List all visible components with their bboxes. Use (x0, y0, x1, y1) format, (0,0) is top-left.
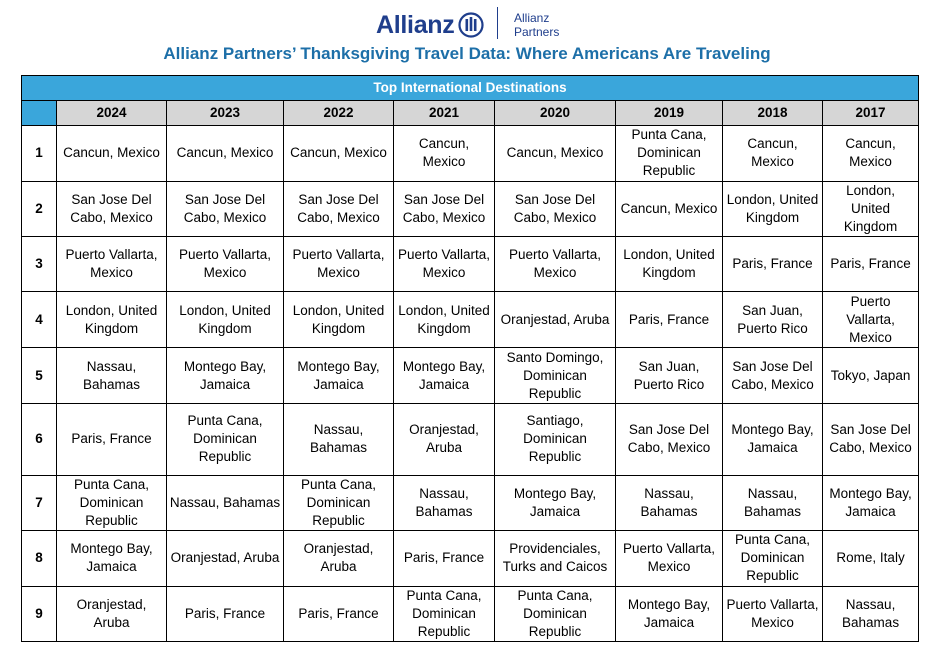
destination-cell: Santiago, Dominican Republic (495, 403, 616, 475)
destination-cell: San Jose Del Cabo, Mexico (616, 403, 723, 475)
destination-cell: Providenciales, Turks and Caicos (495, 531, 616, 586)
destination-cell: San Jose Del Cabo, Mexico (284, 181, 394, 236)
table-row (22, 531, 919, 586)
destination-cell: Montego Bay, Jamaica (723, 403, 823, 475)
destination-cell: San Jose Del Cabo, Mexico (394, 181, 495, 236)
destination-cell: Puerto Vallarta, Mexico (167, 236, 284, 291)
destination-cell: Cancun, Mexico (495, 126, 616, 181)
year-header-2020: 2020 (495, 101, 616, 126)
destination-cell: Puerto Vallarta, Mexico (57, 236, 167, 291)
table-row (22, 586, 919, 641)
destination-cell: Puerto Vallarta, Mexico (823, 292, 919, 348)
destination-cell: London, United Kingdom (167, 292, 284, 348)
destination-cell: Montego Bay, Jamaica (167, 348, 284, 403)
rank-cell: 6 (22, 403, 57, 475)
destination-cell: Montego Bay, Jamaica (57, 531, 167, 586)
table-row (22, 348, 919, 403)
rank-cell: 8 (22, 531, 57, 586)
destination-cell: Cancun, Mexico (57, 126, 167, 181)
destination-cell: Cancun, Mexico (394, 126, 495, 181)
destination-cell: Cancun, Mexico (616, 181, 723, 236)
destination-cell: Punta Cana, Dominican Republic (57, 476, 167, 531)
table-row (22, 126, 919, 181)
brand-sub-line2: Partners (514, 25, 560, 39)
rank-cell: 4 (22, 292, 57, 348)
rank-cell: 2 (22, 181, 57, 236)
destination-cell: London, United Kingdom (394, 292, 495, 348)
brand-name: Allianz (376, 11, 455, 39)
destination-cell: Paris, France (167, 586, 284, 641)
destination-cell: Oranjestad, Aruba (284, 531, 394, 586)
destination-cell: Paris, France (394, 531, 495, 586)
destination-cell: Nassau, Bahamas (57, 348, 167, 403)
rank-cell: 1 (22, 126, 57, 181)
destination-cell: Paris, France (616, 292, 723, 348)
destination-cell: San Jose Del Cabo, Mexico (823, 403, 919, 475)
destination-cell: Puerto Vallarta, Mexico (284, 236, 394, 291)
table-row (22, 403, 919, 475)
destination-cell: Nassau, Bahamas (823, 586, 919, 641)
destination-cell: Oranjestad, Aruba (57, 586, 167, 641)
destination-cell: Puerto Vallarta, Mexico (394, 236, 495, 291)
destination-cell: Punta Cana, Dominican Republic (394, 586, 495, 641)
destination-cell: London, United Kingdom (57, 292, 167, 348)
destination-cell: Santo Domingo, Dominican Republic (495, 348, 616, 403)
destination-cell: Montego Bay, Jamaica (284, 348, 394, 403)
year-header-2018: 2018 (723, 101, 823, 126)
brand-sub-line1: Allianz (514, 11, 550, 25)
destination-cell: San Jose Del Cabo, Mexico (167, 181, 284, 236)
destination-cell: Oranjestad, Aruba (495, 292, 616, 348)
year-header-row (22, 101, 919, 126)
destination-cell: San Juan, Puerto Rico (616, 348, 723, 403)
table-row (22, 236, 919, 291)
rank-cell: 9 (22, 586, 57, 641)
destination-cell: San Jose Del Cabo, Mexico (495, 181, 616, 236)
destination-cell: San Jose Del Cabo, Mexico (57, 181, 167, 236)
destination-cell: Puerto Vallarta, Mexico (723, 586, 823, 641)
destination-cell: London, United Kingdom (823, 181, 919, 236)
brand-header (0, 5, 934, 41)
page-title: Allianz Partners’ Thanksgiving Travel Data: Where Americans Are Traveling (163, 44, 771, 63)
year-header-2019: 2019 (616, 101, 723, 126)
destination-cell: Nassau, Bahamas (394, 476, 495, 531)
destination-cell: Oranjestad, Aruba (167, 531, 284, 586)
destination-cell: Montego Bay, Jamaica (823, 476, 919, 531)
brand-subtitle (514, 11, 559, 39)
destination-cell: Cancun, Mexico (823, 126, 919, 181)
destination-cell: Nassau, Bahamas (284, 403, 394, 475)
destination-cell: Rome, Italy (823, 531, 919, 586)
destination-cell: Nassau, Bahamas (616, 476, 723, 531)
destination-cell: Paris, France (723, 236, 823, 291)
destination-cell: Paris, France (284, 586, 394, 641)
destination-cell: Punta Cana, Dominican Republic (616, 126, 723, 181)
destination-cell: Cancun, Mexico (167, 126, 284, 181)
destination-cell: London, United Kingdom (284, 292, 394, 348)
table-banner: Top International Destinations (22, 76, 919, 101)
allianz-eagle-logo-icon (458, 12, 484, 38)
year-header-2021: 2021 (394, 101, 495, 126)
destination-cell: Montego Bay, Jamaica (616, 586, 723, 641)
destination-cell: Oranjestad, Aruba (394, 403, 495, 475)
year-header-2023: 2023 (167, 101, 284, 126)
destination-cell: Punta Cana, Dominican Republic (167, 403, 284, 475)
destination-cell: London, United Kingdom (616, 236, 723, 291)
destination-cell: Punta Cana, Dominican Republic (284, 476, 394, 531)
destination-cell: Paris, France (823, 236, 919, 291)
table-row (22, 292, 919, 348)
destination-cell: Punta Cana, Dominican Republic (723, 531, 823, 586)
year-header-2017: 2017 (823, 101, 919, 126)
destination-cell: Montego Bay, Jamaica (495, 476, 616, 531)
rank-cell: 7 (22, 476, 57, 531)
table-row (22, 476, 919, 531)
destination-cell: Tokyo, Japan (823, 348, 919, 403)
destination-cell: San Jose Del Cabo, Mexico (723, 348, 823, 403)
destinations-table (21, 75, 919, 642)
destination-cell: Punta Cana, Dominican Republic (495, 586, 616, 641)
destination-cell: Nassau, Bahamas (167, 476, 284, 531)
destination-cell: San Juan, Puerto Rico (723, 292, 823, 348)
header-corner-cell (22, 101, 57, 126)
destination-cell: Cancun, Mexico (284, 126, 394, 181)
destination-cell: Cancun, Mexico (723, 126, 823, 181)
rank-cell: 5 (22, 348, 57, 403)
destination-cell: Montego Bay, Jamaica (394, 348, 495, 403)
brand-divider (497, 7, 498, 39)
destination-cell: London, United Kingdom (723, 181, 823, 236)
year-header-2022: 2022 (284, 101, 394, 126)
destination-cell: Puerto Vallarta, Mexico (495, 236, 616, 291)
rank-cell: 3 (22, 236, 57, 291)
table-row (22, 181, 919, 236)
destination-cell: Paris, France (57, 403, 167, 475)
year-header-2024: 2024 (57, 101, 167, 126)
destination-cell: Puerto Vallarta, Mexico (616, 531, 723, 586)
table-banner-row (22, 76, 919, 101)
destination-cell: Nassau, Bahamas (723, 476, 823, 531)
